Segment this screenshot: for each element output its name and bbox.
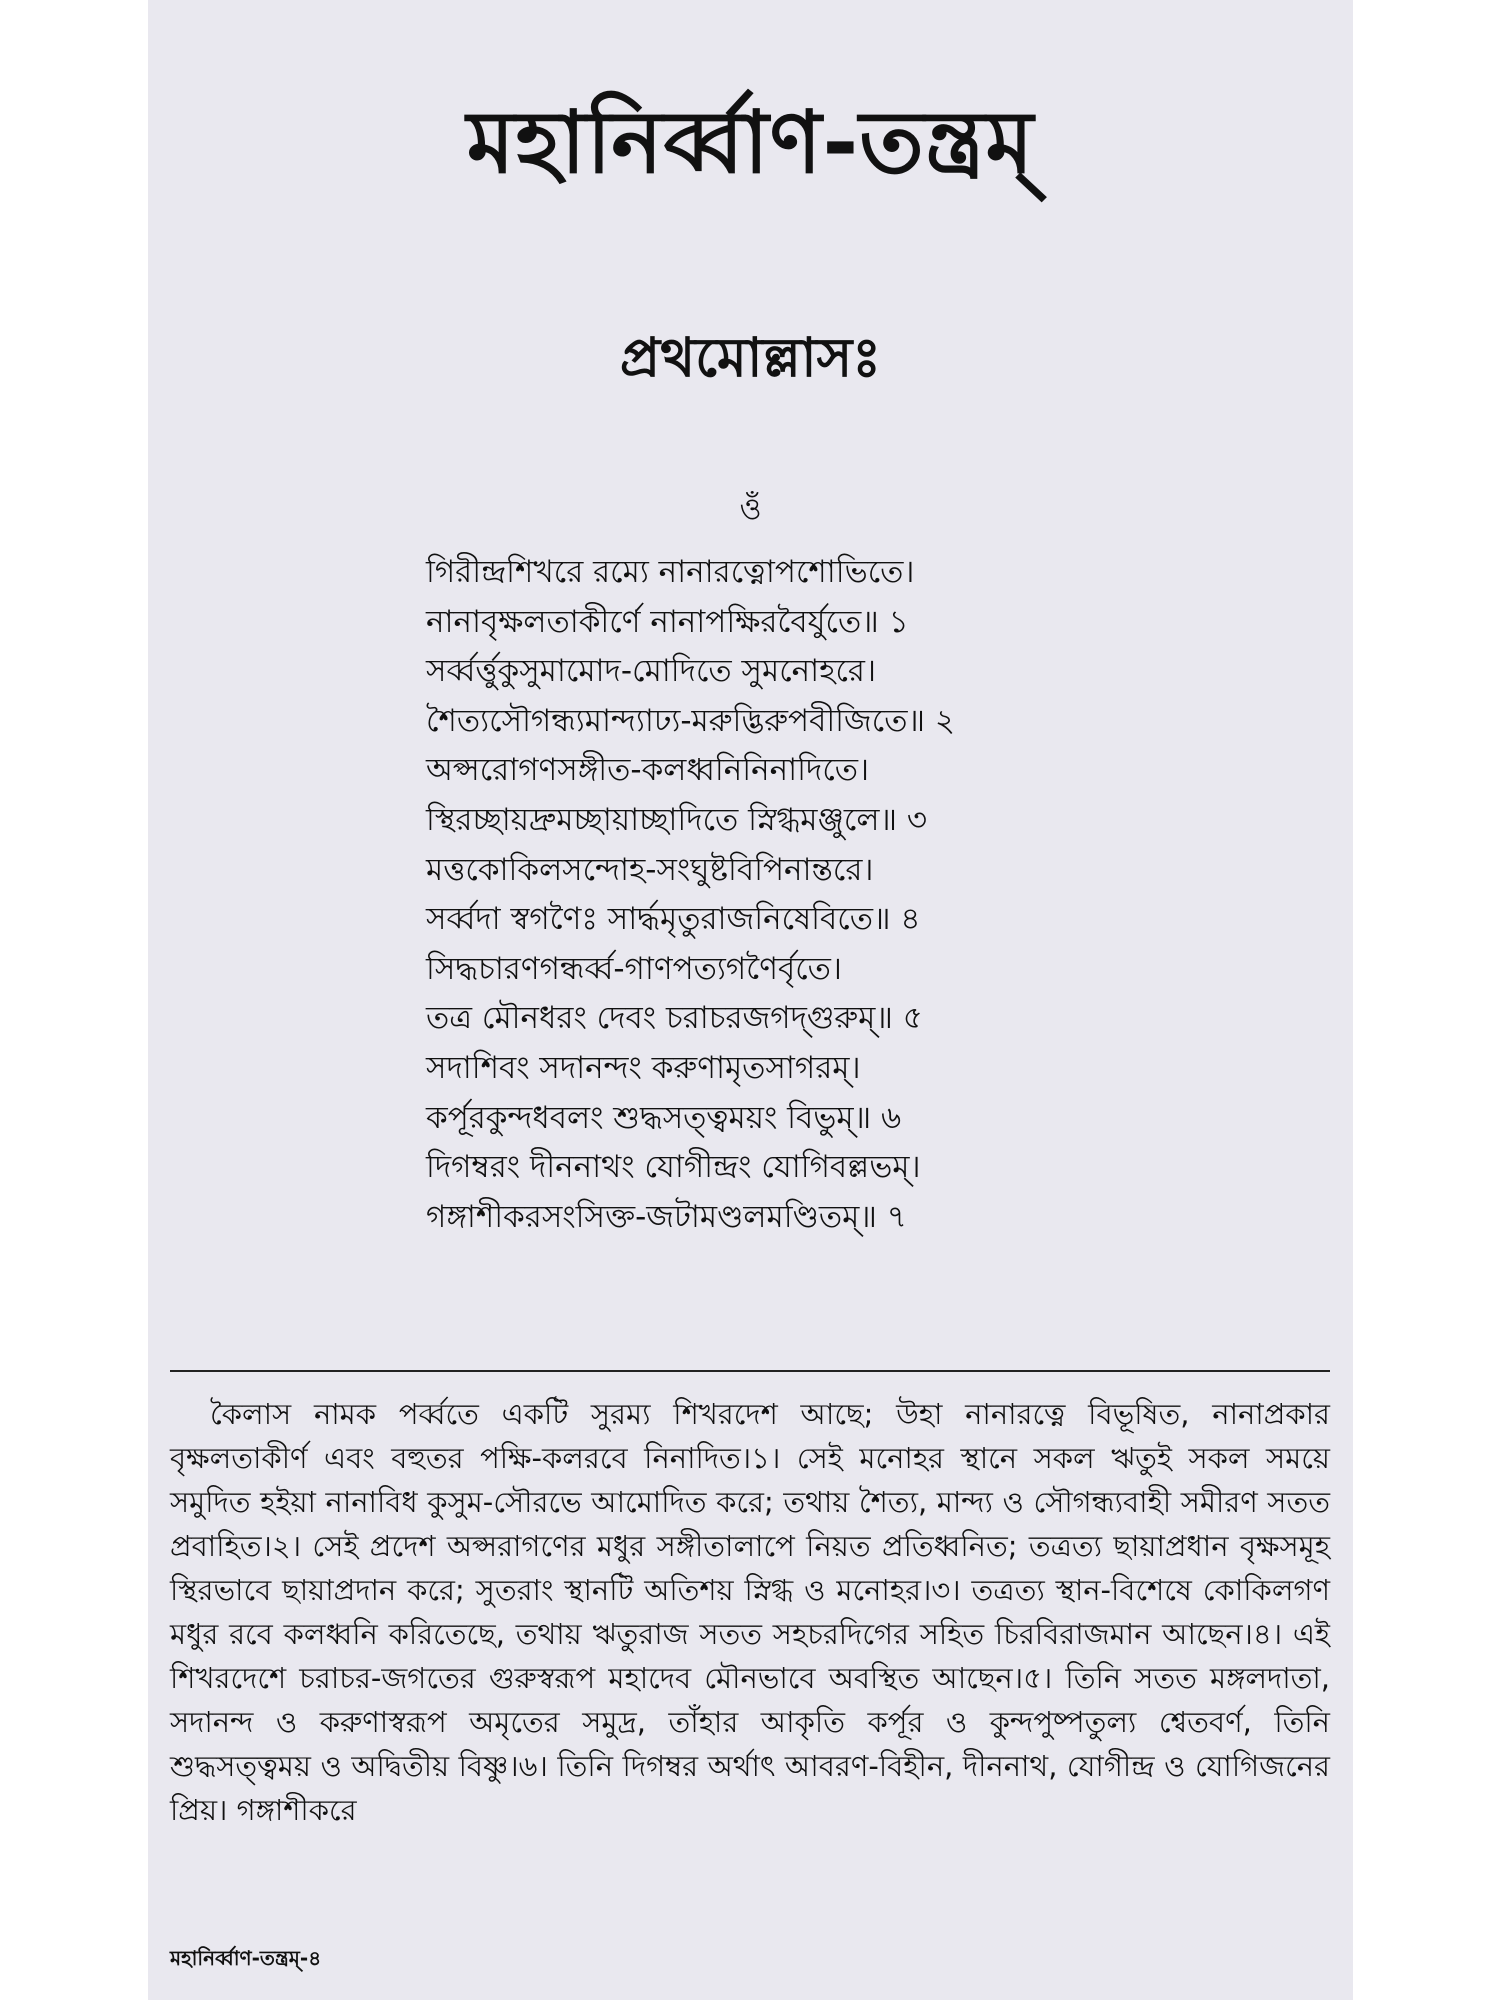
verse-line: নানাবৃক্ষলতাকীর্ণে নানাপক্ষিরবৈর্যুতে॥ ১ [426, 603, 909, 640]
verse-line: দিগম্বরং দীননাথং যোগীন্দ্রং যোগিবল্লভম্। [426, 1149, 921, 1186]
verse-line: স্থিরচ্ছায়দ্রুমচ্ছায়াচ্ছাদিতে স্নিগ্ধমঞ্জুলে॥ ৩ [426, 801, 928, 838]
invocation-om: ওঁ [739, 492, 762, 527]
verse-line: গঙ্গাশীকরসংসিক্ত-জটামণ্ডলমণ্ডিতম্॥ ৭ [426, 1198, 907, 1235]
section-divider [170, 1370, 1330, 1372]
verse-line: গিরীন্দ্রশিখরে রম্যে নানারত্নোপশোভিতে। [426, 554, 915, 590]
book-title: মহানির্ব্বাণ-তন্ত্রম্ [466, 93, 1035, 193]
page-footer: মহানির্ব্বাণ-তন্ত্রম্-৪ [170, 1946, 322, 1970]
verse-line: অপ্সরোগণসঙ্গীত-কলধ্বনিনিনাদিতে। [426, 752, 870, 789]
book-page [148, 0, 1353, 2000]
verse-line: সিদ্ধচারণগন্ধর্ব্ব-গাণপত্যগণৈর্বৃতে। [426, 950, 842, 987]
verse-line: সদাশিবং সদানন্দং করুণামৃতসাগরম্। [426, 1049, 861, 1086]
verse-line: তত্র মৌনধরং দেবং চরাচরজগদ্গুরুম্॥ ৫ [426, 1000, 923, 1037]
verse-list [426, 548, 1276, 1242]
chapter-heading: প্রথমোল্লাসঃ [619, 326, 882, 389]
verse-line: শৈত্যসৌগন্ধ্যমান্দ্যাঢ্য-মরুদ্ভিরুপবীজিতে॥ ২ [426, 702, 956, 739]
verse-line: সর্ব্বর্ত্তুকুসুমামোদ-মোদিতে সুমনোহরে। [426, 653, 877, 690]
commentary-paragraph: কৈলাস নামক পর্ব্বতে একটি সুরম্য শিখরদেশ আছে; উহা নানারত্নে বিভূষিত, নানাপ্রকার বৃক্ষলতাকীর্ণ এবং বহুতর পক্ষি-কলরবে নিনাদিত।১। সেই মনোহর স্থানে সকল ঋতুই সকল সময়ে সমুদিত হইয়া নানাবিধ কুসুম-সৌরভে আমোদিত করে; তথায় শৈত্য, মান্দ্য ও সৌগন্ধ্যবাহী সমীরণ সতত প্রবাহিত।২। সেই প্রদেশ অপ্সরাগণের মধুর সঙ্গীতালাপে নিয়ত প্রতিধ্বনিত; তত্রত্য ছায়াপ্রধান বৃক্ষসমূহ স্থিরভাবে ছায়াপ্রদান করে; সুতরাং স্থানটি অতিশয় স্নিগ্ধ ও মনোহর।৩। তত্রত্য স্থান-বিশেষে কোকিলগণ মধুর রবে কলধ্বনি করিতেছে, তথায় ঋতুরাজ সতত সহচরদিগের সহিত চিরবিরাজমান আছেন।৪। এই শিখরদেশে চরাচর-জগতের গুরুস্বরূপ মহাদেব মৌনভাবে অবস্থিত আছেন।৫। তিনি সতত মঙ্গলদাতা, সদানন্দ ও করুণাস্বরূপ অমৃতের সমুদ্র, তাঁহার আকৃতি কর্পূর ও কুন্দপুষ্পতুল্য শ্বেতবর্ণ, তিনি শুদ্ধসত্ত্বময় ও অদ্বিতীয় বিষ্ণু।৬। তিনি দিগম্বর অর্থাৎ আবরণ-বিহীন, দীননাথ, যোগীন্দ্র ও যোগিজনের প্রিয়। গঙ্গাশীকরে [170, 1397, 1330, 1827]
verse-line: কর্পূরকুন্দধবলং শুদ্ধসত্ত্বময়ং বিভুম্॥ ৬ [426, 1099, 902, 1136]
verse-line: সর্ব্বদা স্বগণৈঃ সার্দ্ধমৃতুরাজনিষেবিতে॥ ৪ [426, 901, 921, 938]
verse-line: মত্তকোকিলসন্দোহ-সংঘুষ্টবিপিনান্তরে। [426, 851, 874, 888]
